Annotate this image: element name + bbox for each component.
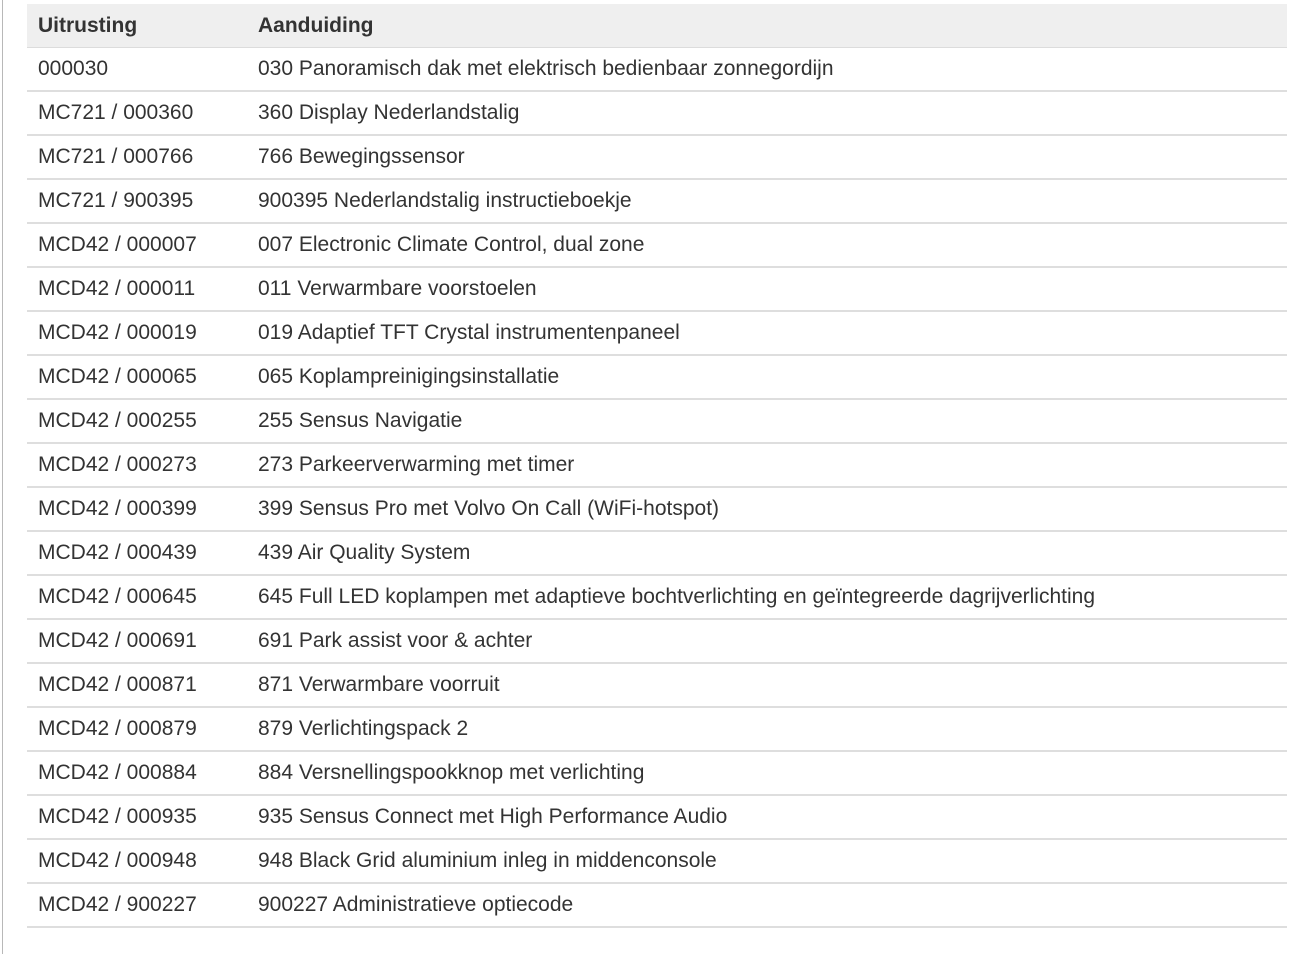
- equipment-code: MCD42 / 000871: [27, 663, 247, 707]
- equipment-description: 007 Electronic Climate Control, dual zone: [247, 223, 1287, 267]
- equipment-code: MCD42 / 000884: [27, 751, 247, 795]
- equipment-description: 360 Display Nederlandstalig: [247, 91, 1287, 135]
- equipment-code: MC721 / 000766: [27, 135, 247, 179]
- table-row: [27, 223, 1287, 267]
- table-row: [27, 179, 1287, 223]
- equipment-description: 935 Sensus Connect met High Performance Audio: [247, 795, 1287, 839]
- equipment-description: 900227 Administratieve optiecode: [247, 883, 1287, 927]
- equipment-code: MCD42 / 000255: [27, 399, 247, 443]
- table-row: [27, 839, 1287, 883]
- table-header-row: [27, 4, 1287, 48]
- equipment-code: MCD42 / 000948: [27, 839, 247, 883]
- equipment-code: MCD42 / 000065: [27, 355, 247, 399]
- table-row: [27, 48, 1287, 92]
- table-row: [27, 311, 1287, 355]
- table-row: [27, 135, 1287, 179]
- table-row: [27, 487, 1287, 531]
- equipment-description: 871 Verwarmbare voorruit: [247, 663, 1287, 707]
- table-row: [27, 751, 1287, 795]
- table-row: [27, 883, 1287, 927]
- equipment-code: MCD42 / 000007: [27, 223, 247, 267]
- equipment-description: 273 Parkeerverwarming met timer: [247, 443, 1287, 487]
- table-row: [27, 355, 1287, 399]
- table-row: [27, 443, 1287, 487]
- table-row: [27, 399, 1287, 443]
- equipment-code: 000030: [27, 48, 247, 92]
- equipment-description: 030 Panoramisch dak met elektrisch bedienbaar zonnegordijn: [247, 48, 1287, 92]
- table-body: [27, 48, 1287, 928]
- equipment-description: 255 Sensus Navigatie: [247, 399, 1287, 443]
- equipment-code: MCD42 / 000011: [27, 267, 247, 311]
- equipment-code: MCD42 / 900227: [27, 883, 247, 927]
- equipment-code: MCD42 / 000019: [27, 311, 247, 355]
- equipment-description: 011 Verwarmbare voorstoelen: [247, 267, 1287, 311]
- equipment-description: 948 Black Grid aluminium inleg in middenconsole: [247, 839, 1287, 883]
- equipment-description: 691 Park assist voor & achter: [247, 619, 1287, 663]
- equipment-description: 399 Sensus Pro met Volvo On Call (WiFi-hotspot): [247, 487, 1287, 531]
- equipment-code: MCD42 / 000691: [27, 619, 247, 663]
- equipment-description: 439 Air Quality System: [247, 531, 1287, 575]
- equipment-description: 065 Koplampreinigingsinstallatie: [247, 355, 1287, 399]
- table-row: [27, 663, 1287, 707]
- equipment-description: 645 Full LED koplampen met adaptieve bochtverlichting en geïntegreerde dagrijverlichting: [247, 575, 1287, 619]
- table-row: [27, 531, 1287, 575]
- table-row: [27, 707, 1287, 751]
- equipment-code: MCD42 / 000439: [27, 531, 247, 575]
- table-row: [27, 795, 1287, 839]
- table-row: [27, 91, 1287, 135]
- header-equipment: Uitrusting: [27, 4, 247, 48]
- equipment-code: MCD42 / 000645: [27, 575, 247, 619]
- equipment-table: [27, 4, 1287, 928]
- equipment-code: MCD42 / 000879: [27, 707, 247, 751]
- equipment-code: MCD42 / 000273: [27, 443, 247, 487]
- equipment-code: MC721 / 900395: [27, 179, 247, 223]
- equipment-description: 879 Verlichtingspack 2: [247, 707, 1287, 751]
- table-row: [27, 575, 1287, 619]
- equipment-description: 900395 Nederlandstalig instructieboekje: [247, 179, 1287, 223]
- table-row: [27, 619, 1287, 663]
- equipment-code: MCD42 / 000935: [27, 795, 247, 839]
- equipment-description: 019 Adaptief TFT Crystal instrumentenpaneel: [247, 311, 1287, 355]
- equipment-code: MCD42 / 000399: [27, 487, 247, 531]
- equipment-code: MC721 / 000360: [27, 91, 247, 135]
- header-description: Aanduiding: [247, 4, 1287, 48]
- table-row: [27, 267, 1287, 311]
- equipment-description: 884 Versnellingspookknop met verlichting: [247, 751, 1287, 795]
- equipment-description: 766 Bewegingssensor: [247, 135, 1287, 179]
